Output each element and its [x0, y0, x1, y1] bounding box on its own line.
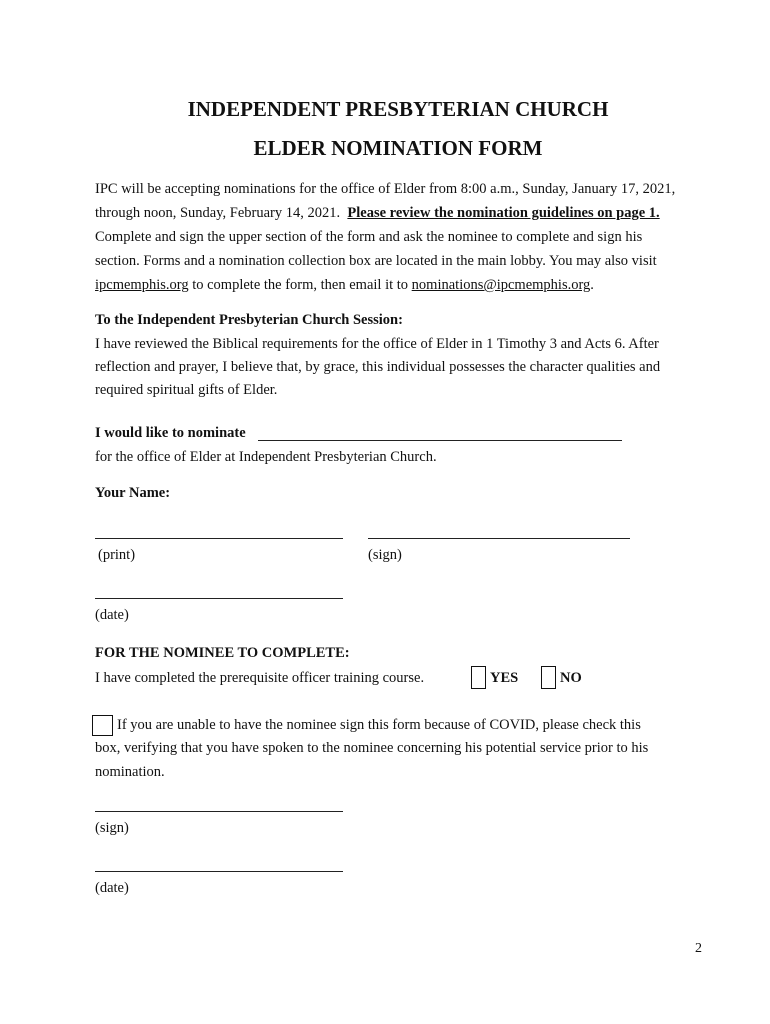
intro-dates: through noon, Sunday, February 14, 2021.: [95, 205, 341, 221]
session-heading: To the Independent Presbyterian Church Session:: [95, 312, 403, 328]
nominee-name-field[interactable]: [258, 440, 622, 441]
intro-line-3: Complete and sign the upper section of the form and ask the nominee to complete and sign his: [95, 229, 643, 245]
yes-label: YES: [490, 670, 519, 686]
form-title-line2: ELDER NOMINATION FORM: [253, 136, 543, 160]
session-line-3: required spiritual gifts of Elder.: [95, 382, 278, 398]
nominee-sign-field[interactable]: [95, 811, 343, 812]
covid-checkbox[interactable]: [92, 715, 113, 736]
covid-line-3: nomination.: [95, 764, 165, 780]
nominate-subtext: for the office of Elder at Independent Presbyterian Church.: [95, 449, 437, 465]
intro-line-2: [95, 205, 660, 222]
nominee-heading: FOR THE NOMINEE TO COMPLETE:: [95, 645, 350, 661]
training-question: I have completed the prerequisite officer training course.: [95, 670, 425, 686]
your-name-sign-field[interactable]: [368, 538, 630, 539]
no-checkbox[interactable]: [541, 666, 556, 689]
date-label: (date): [95, 607, 129, 623]
intro-line-4: section. Forms and a nomination collection box are located in the main lobby. You may also visit: [95, 253, 657, 269]
your-date-field[interactable]: [95, 598, 343, 599]
covid-line-2: box, verifying that you have spoken to the nominee concerning his potential service prior to his: [95, 740, 649, 756]
nominate-label: I would like to nominate: [95, 425, 246, 441]
sign-label: (sign): [368, 547, 402, 563]
intro-line-5: [95, 277, 594, 294]
guidelines-notice: Please review the nomination guidelines on page 1.: [347, 205, 660, 221]
form-title-line1: INDEPENDENT PRESBYTERIAN CHURCH: [187, 97, 609, 121]
covid-line-1: If you are unable to have the nominee sign this form because of COVID, please check this: [117, 717, 641, 733]
intro-line-5-mid: to complete the form, then email it to: [188, 277, 412, 293]
no-label: NO: [560, 670, 582, 686]
session-line-2: reflection and prayer, I believe that, by grace, this individual possesses the character qualities and: [95, 359, 661, 375]
email-link[interactable]: nominations@ipcmemphis.org: [411, 277, 591, 293]
nominee-date-field[interactable]: [95, 871, 343, 872]
page-number: 2: [695, 941, 702, 956]
nominee-date-label: (date): [95, 880, 129, 896]
your-name-print-field[interactable]: [95, 538, 343, 539]
intro-line-1: IPC will be accepting nominations for the office of Elder from 8:00 a.m., Sunday, January 17, 2021,: [95, 181, 676, 197]
website-link[interactable]: ipcmemphis.org: [95, 277, 189, 293]
nominee-sign-label: (sign): [95, 820, 129, 836]
intro-line-5-end: .: [590, 277, 594, 293]
session-line-1: I have reviewed the Biblical requirements for the office of Elder in 1 Timothy 3 and Acts 6. After: [95, 336, 659, 352]
yes-checkbox[interactable]: [471, 666, 486, 689]
print-label: (print): [98, 547, 136, 563]
your-name-heading: Your Name:: [95, 485, 171, 501]
